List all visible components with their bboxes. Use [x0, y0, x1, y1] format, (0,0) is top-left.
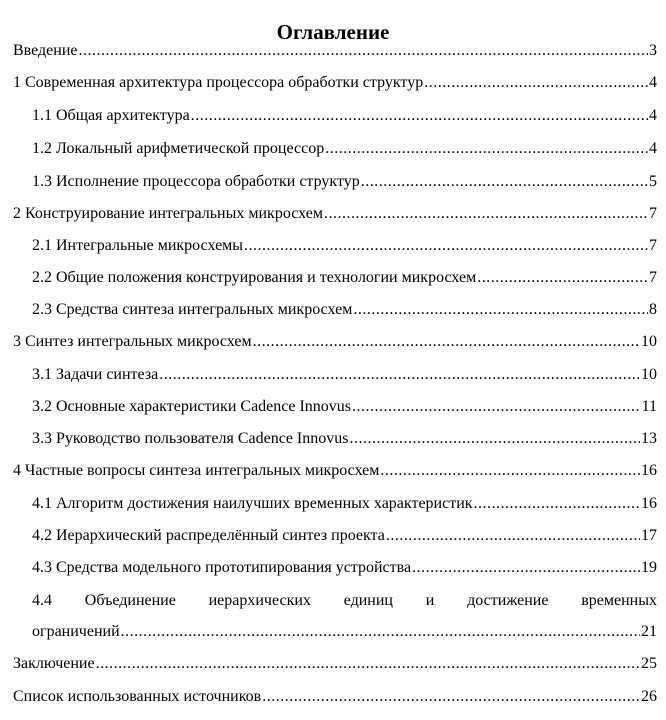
dot-leader [244, 236, 648, 256]
toc-entry-label: 1.1 Общая архитектура [32, 107, 190, 124]
dot-leader [121, 622, 640, 642]
toc-entry-chapter-1[interactable] [13, 73, 657, 93]
dot-leader [96, 654, 640, 674]
toc-page-number: 5 [649, 173, 657, 190]
toc-entry-label: Введение [13, 42, 78, 59]
toc-entry-label: 2.3 Средства синтеза интегральных микросхем [32, 301, 353, 318]
dot-leader [324, 204, 648, 224]
toc-page-number: 10 [641, 333, 657, 350]
dot-leader [361, 172, 648, 192]
toc-page-number: 19 [641, 559, 657, 576]
toc-page-number: 4 [649, 107, 657, 124]
toc-page-number: 16 [641, 462, 657, 479]
toc-entry-section-1-3[interactable] [32, 172, 657, 192]
toc-page-number: 4 [649, 140, 657, 157]
toc-entry-label: 4.1 Алгоритм достижения наилучших временных характеристик [32, 495, 473, 512]
dot-leader [352, 397, 641, 417]
toc-entry-chapter-3[interactable] [13, 332, 657, 352]
toc-entry-introduction[interactable] [13, 41, 657, 61]
toc-entry-section-1-1[interactable] [32, 106, 657, 126]
dot-leader [191, 106, 648, 126]
toc-entry-conclusion[interactable] [13, 654, 657, 674]
dot-leader [477, 268, 648, 288]
toc-page-number: 3 [649, 42, 657, 59]
toc-page-number: 25 [641, 655, 657, 672]
toc-page-number: 7 [649, 269, 657, 286]
toc-page-number: 7 [649, 205, 657, 222]
toc-page-number: 7 [649, 237, 657, 254]
toc-page-number: 16 [641, 495, 657, 512]
toc-entry-label: 4.2 Иерархический распределённый синтез проекта [32, 527, 385, 544]
toc-entry-label: ограничений [32, 623, 120, 640]
toc-entry-section-4-1[interactable] [32, 494, 657, 514]
toc-entry-label: 3.1 Задачи синтеза [32, 366, 159, 383]
toc-entry-label: 2.1 Интегральные микросхемы [32, 237, 244, 254]
toc-page-number: 17 [641, 527, 657, 544]
dot-leader [159, 365, 640, 385]
toc-page-number: 13 [641, 430, 657, 447]
dot-leader [349, 429, 640, 449]
toc-entry-label: 4 Частные вопросы синтеза интегральных микросхем [13, 462, 380, 479]
toc-entry-section-2-1[interactable] [32, 236, 657, 256]
dot-leader [412, 558, 640, 578]
toc-page-number: 4 [649, 74, 657, 91]
toc-page-number: 10 [641, 366, 657, 383]
toc-entry-section-3-3[interactable] [32, 429, 657, 449]
toc-entry-line2 [32, 622, 657, 642]
toc-entry-label: 3.2 Основные характеристики Cadence Innovus [32, 398, 352, 415]
dot-leader [353, 300, 648, 320]
toc-page-number: 26 [641, 688, 657, 705]
toc-entry-label: 2 Конструирование интегральных микросхем [13, 205, 323, 222]
toc-entry-section-2-2[interactable] [32, 268, 657, 288]
dot-leader [79, 41, 649, 61]
toc-page-number: 11 [641, 398, 657, 415]
dot-leader [386, 526, 640, 546]
toc-entry-label: 4.3 Средства модельного прототипирования устройства [32, 559, 412, 576]
toc-entry-label: 1 Современная архитектура процессора обработки структур [13, 74, 424, 91]
toc-entry-label-line1: 4.4 Объединение иерархических единиц и достижение временных [32, 592, 657, 609]
toc-entry-chapter-4[interactable] [13, 461, 657, 481]
dot-leader [380, 461, 640, 481]
toc-entry-section-3-1[interactable] [32, 365, 657, 385]
toc-entry-section-3-2[interactable] [32, 397, 657, 417]
toc-entry-section-1-2[interactable] [32, 139, 657, 159]
toc-page-number: 21 [641, 623, 657, 640]
toc-entry-chapter-2[interactable] [13, 204, 657, 224]
dot-leader [253, 332, 640, 352]
dot-leader [474, 494, 640, 514]
toc-entry-label: 3.3 Руководство пользователя Cadence Innovus [32, 430, 349, 447]
toc-entry-label: 1.3 Исполнение процессора обработки структур [32, 173, 360, 190]
toc-entry-section-4-2[interactable] [32, 526, 657, 546]
dot-leader [424, 73, 648, 93]
page-title: Оглавление [276, 20, 390, 45]
toc-entry-label: Заключение [13, 655, 95, 672]
toc-entry-section-4-3[interactable] [32, 558, 657, 578]
dot-leader [262, 687, 640, 707]
toc-entry-label: 2.2 Общие положения конструирования и технологии микросхем [32, 269, 477, 286]
toc-entry-references[interactable] [13, 687, 657, 707]
toc-entry-label: Список использованных источников [13, 688, 262, 705]
toc-entry-section-2-3[interactable] [32, 300, 657, 320]
dot-leader [325, 139, 648, 159]
toc-entry-label: 3 Синтез интегральных микросхем [13, 333, 252, 350]
toc-page-number: 8 [649, 301, 657, 318]
toc-entry-label: 1.2 Локальный арифметической процессор [32, 140, 325, 157]
